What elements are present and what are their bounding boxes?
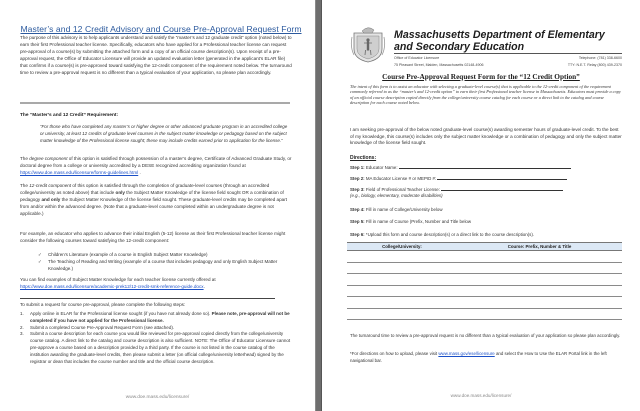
step-text: *Upload this form and course description(s) or a direct link to the course description(s). [364,232,534,237]
advisory-title: Master’s and 12 Credit Advisory and Course Pre-Approval Request Form [20,24,302,34]
step-label: Step 5: [350,219,365,224]
text: *For directions on how to upload, please visit [350,351,439,356]
massachusetts-seal-icon [350,25,386,63]
step-label: Step 2: [350,176,365,181]
step-text: Educator Name: [364,165,399,170]
text: You can find examples of Subject Matter Knowledge for each teacher license currently offered at [20,277,216,282]
list-item-text: Children’s Literature (example of a course in English Subject Matter Knowledge) [48,252,208,257]
column-header-college: College/University: [382,244,422,249]
license-field-input[interactable] [441,187,563,191]
page-footer-url: www.doe.mass.edu/licensure/ [125,395,190,400]
advisory-intro: The purpose of this advisory is to help applicants understand and satisfy the “master’s and 12 graduate credit” option (noted below) to earn their first Professional teacher license. Specifically, educators who have applied for a Professional teacher license can request pre-approval of a course(s) by submitting the attached form and a copy of an official course description(s). Upon receipt of a pre-approval request, the Office of Educator Licensure will provide an updated evaluation letter (generated in the applicant’s ELAR file) that confirms if a course(s) is pre-approved toward satisfying the 12-credit component of the requirement noted below. The turnaround time to review a pre-approval request is no different than a typical evaluation of your application, so please plan accordingly. [20,35,292,75]
list-item [20,325,294,332]
organization-name [394,29,605,53]
column-header-course: Course: Prefix, Number & Title [507,244,572,249]
step-label: Step 1: [350,165,365,170]
list-item-text: The Teaching of Reading and Writing (example of a course that includes pedagogy and only English Subject Matter Knowledge.) [48,258,278,271]
section-divider [20,298,275,299]
example-paragraph: For example, an educator who applies to advance their initial English (5-12) license as their first Professional teacher license might consider the following courses toward satisfying the 12-credit component: [20,231,286,243]
upload-directions [350,351,622,364]
step-1-educator-name [350,165,571,170]
step-text: Submit a completed Course Pre-Approval Request Form (see attached). [30,324,175,330]
org-name-line: Massachusetts Department of Elementary [394,29,605,41]
text: of this option is satisfied through possession of a master’s degree, Certificate of Advanced Graduate Study, or doctoral degree from a college or university accredited by a DESE recognized accrediting organization found at [20,156,292,168]
step-5 [350,219,471,224]
table-row[interactable] [347,274,622,286]
step-label: Step 3: [350,187,365,192]
section-divider [20,102,290,104]
step-text: Fill in name of College/University below [364,207,443,212]
step-3-license-field [350,187,563,192]
bold-text: Please note, pre-approval will not be completed if you have not applied for the Professional license. [30,311,290,323]
step-2-license-number [350,176,567,181]
step-number: 3. [20,331,24,337]
degree-component-paragraph [20,156,294,177]
step-text [30,311,294,325]
licensure-link[interactable]: www.mass.gov/ese/licensure [438,351,495,356]
text: of this option is satisfied through the completion of graduate-level courses (through an accredited college/university as noted above) that include [20,183,270,195]
contact-row [394,56,622,60]
step-label: Step 6: [350,232,365,237]
document-page-1 [0,0,315,411]
text: . [203,283,205,289]
turnaround-note: The turnaround time to review a pre-approval request is no different than a typical evaluation of your application so please plan accordingly. [350,333,621,338]
seeking-statement: I am seeking pre-approval of the below noted graduate-level course(s) awarding semester hours of graduate-level credit. To the best of my knowledge, this course(s) includes only the subject matter knowledge or a combination of pedagogy and only the subject matter knowledge of the license field sought. [350,127,622,146]
bold-text: only [115,189,125,195]
text: . [138,169,141,175]
step-text: Submit a course description for each course you would like reviewed for pre-approval copied directly from the college/university course catalog. A direct link to the catalog and course description is also sufficient. NOTE: The Office of Educator Licensure cannot pre-approve a course based on a description provided by a third party. If the course is not listed in the course catalog of the institution awarding the graduate-level credits, then please submit a letter (on official college/university letterhead) signed by the registrar or dean that includes the course number and title and the official course description. [30,331,291,364]
table-row[interactable] [347,263,622,275]
step-number: 2. [20,324,24,330]
emphasis: degree component [29,156,68,161]
step-text: Field of Professional Teacher License: [364,187,442,192]
form-intent: The intent of this form is to assist an educator with selecting a graduate-level course(s) that is applicable to the 12-credit component of the requirement commonly referred to as the “master’s and 12-credit option” to earn their first Professional teacher license in Massachusetts. Educators must provide a copy of an official course description copied directly from the college/university course catalog for each course or a direct link to the catalog and course description for each course noted below. [350,84,621,106]
submission-steps-list [20,311,294,365]
bold-text: and only [41,196,61,202]
table-row[interactable] [347,286,622,298]
list-item [20,331,294,365]
license-number-field[interactable] [437,176,567,180]
text: The [20,156,30,161]
address: 75 Pleasant Street, Malden, Massachusetts 02148-4906 [394,63,484,67]
contact-row [394,63,622,67]
list-item [20,311,294,325]
step-3-hint: (e.g., biology, elementary, moderate disabilities) [350,193,443,198]
checkmark-icon: ✓ [38,258,42,264]
document-page-2 [322,0,640,411]
table-header [347,242,622,251]
step-label: Step 4: [350,207,365,212]
directions-heading: Directions: [350,155,377,161]
step-number: 1. [20,311,24,316]
steps-intro: To submit a request for course pre-approval, please complete the following steps: [20,302,186,307]
list-item [38,252,294,259]
educator-name-field[interactable] [399,165,571,169]
tty-number: TTY: N.E.T. Relay (800) 439-2370 [567,63,622,67]
checkmark-icon: ✓ [38,252,42,257]
page-separator [315,0,322,411]
text: Apply online in ELAR for the Professional license sought (if you have not already done so). [30,311,212,316]
forms-guidelines-link[interactable]: https://www.doe.mass.edu/licensure/forms-guidelines.html [20,169,139,175]
table-row[interactable] [347,297,622,309]
page-footer-url: www.doe.mass.edu/licensure/ [450,393,512,398]
example-course-list [38,252,294,272]
office-name: Office of Educator Licensure [394,56,440,60]
step-text: MA Educator License # or MEPID #: [364,176,438,181]
step-text: Fill in name of Course (Prefix, Number and Title below [364,219,472,224]
requirement-quote: “For those who have completed any master’s or higher degree or other advanced graduate program in an accredited college or university, at least 12 credits of graduate level courses in the subject matter knowledge or pedagogy based on the subject matter knowledge of the Professional license sought; these may include credits earned prior to application for the license.” [40,124,288,143]
text: The [20,183,30,188]
list-item [38,259,294,273]
credit-component-paragraph [20,183,294,218]
smk-reference-guide-link[interactable]: https://www.doe.mass.edu/licensure/academic-prek12/12-credit-smk-reference-guide.docx [20,283,204,289]
table-row[interactable] [347,251,622,263]
header-divider [394,53,622,54]
org-name-line: and Secondary Education [394,41,525,53]
smk-reference-paragraph [20,277,294,291]
form-title: Course Pre-Approval Request Form for the “12 Credit Option” [382,72,580,81]
text: the Subject Matter Knowledge of the license field sought. These graduate-level credits may be completed apart from and/or within the advanced degree. (Note that a graduate-level course completed within an undergraduate degree is not applicable.) [20,196,288,216]
course-table [347,242,622,320]
telephone: Telephone: (781) 338-6600 [578,56,622,60]
requirement-heading: The “Master’s and 12 Credit” Requirement: [20,113,119,118]
text: the Subject Matter Knowledge of the license field sought OR a combination of pedagogy [20,189,284,202]
step-4 [350,207,443,212]
table-row[interactable] [347,309,622,321]
step-6 [350,232,534,237]
emphasis: 12-credit component [29,183,72,188]
text: and select the How to Use the ELAR Portal link in the left navigational bar. [350,351,607,363]
